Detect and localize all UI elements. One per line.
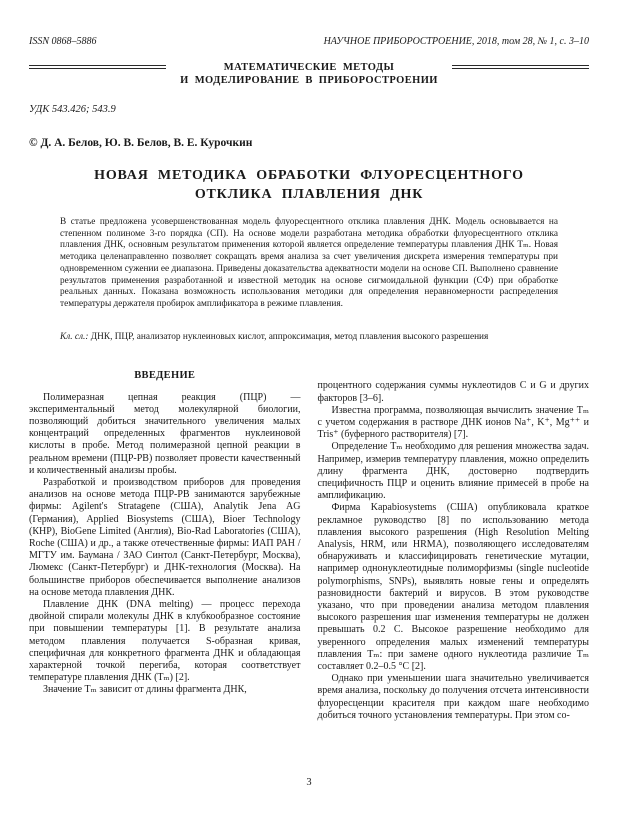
paragraph: процентного содержания суммы нуклеотидов C и G и других факторов [3–6]. [317,380,589,404]
abstract-text: В статье предложена усовершенствованная модель флуоресцентного отклика плавления ДНК. Модель основывается на степенном полиноме 3-го порядка (СП). На основе модели разработана методика обработки флуоресцентного отклика плавления ДНК, основным результатом применения которой является определение температуры плавления ДНК Tₘ. Новая методика целенаправленно позволяет сокращать время анализа за счет увеличения дискрета измерения температуры при одновременном сужении ее диапазона. Приведены доказательства адекватности модели на основе СП. Выполнено сравнение результатов применения разработанной и известной методик на основе сигмоидальной функции (СФ) при обработке реальных данных. Показана возможность использования методики для определения неравномерности распределения температуры держателя пробирок амплификатора в режиме плавления. [60,217,558,309]
rubric-row [29,61,589,87]
paragraph: Фирма Kapabiosystems (США) опубликовала краткое рекламное руководство [8] по использованию метода плавления высокого разрешения (High Resolution Melting Analysis, HRM, или HRMA), позволяющего исследователям обнаруживать и классифицировать генетические мутации, например однонуклеотидные полиморфизмы (single nucleotide polymorphisms, SNPs), выявлять новые гены и определять разновидности бактерий и вирусов. В этом руководстве указано, что при проведении анализа методом плавления высокого разрешения шаг изменения температуры не должен превышать 0.2 C. Высокое разрешение необходимо для уверенного определения малых изменений температуры плавления Tₘ: при замене одного нуклеотида различие Tₘ составляет 0.2–0.5 °C [2]. [317,502,589,672]
paragraph: Значение Tₘ зависит от длины фрагмента ДНК, [43,684,247,696]
paragraph: Плавление ДНК (DNA melting) — процесс перехода двойной спирали молекулы ДНК в клубкообразное состояние при повышении температуры [1]. В результате анализа методом плавления получается S-образная кривая, специфичная для конкретного фрагмента ДНК и обладающая характерной точкой перегиба, которая соответствует температуре плавления ДНК (Tₘ) [2]. [29,598,301,684]
journal-header [29,36,589,47]
udc-code: УДК 543.426; 543.9 [29,104,116,115]
left-column [29,370,301,722]
paragraph: Полимеразная цепная реакция (ПЦР) — экспериментальный метод молекулярной биологии, позволяющий добиться значительного увеличения малых концентраций определенных фрагментов нуклеиновой кислоты в пробе. Метод полимеразной цепной реакции в реальном времени (ПЦР-РВ) позволяет провести качественный и количественный анализы пробы. [29,391,301,476]
issn-label: ISSN 0868–5886 [29,36,97,47]
keywords-label: Кл. сл.: [60,331,89,342]
body-columns [29,370,589,722]
keywords-line [60,332,558,344]
authors-line: © Д. А. Белов, Ю. В. Белов, В. Е. Курочкин [29,137,253,149]
journal-reference: НАУЧНОЕ ПРИБОРОСТРОЕНИЕ, 2018, том 28, № 1, c. 3–10 [323,36,589,47]
keywords-text: ДНК, ПЦР, анализатор нуклеиновых кислот, аппроксимация, метод плавления высокого разрешения [88,331,489,342]
article-title-line-2: ОТКЛИКА ПЛАВЛЕНИЯ ДНК [194,187,424,202]
rubric-line-1: МАТЕМАТИЧЕСКИЕ МЕТОДЫ [223,62,395,73]
rubric-heading [180,61,438,87]
paragraph: Определение Tₘ необходимо для решения множества задач. Например, измерив температуру плавления, можно определить длину фрагмента ДНК, достоверно подтвердить специфичность ПЦР и оценить влияние примесей в пробе на амплификацию. [317,441,589,502]
article-title [29,166,589,204]
header-rule-right [452,65,589,69]
header-rule-left [29,65,166,69]
article-title-line-1: НОВАЯ МЕТОДИКА ОБРАБОТКИ ФЛУОРЕСЦЕНТНОГО [94,168,524,183]
rubric-line-2: И МОДЕЛИРОВАНИЕ В ПРИБОРОСТРОЕНИИ [180,75,438,86]
paragraph: Однако при уменьшении шага значительно увеличивается время анализа, поскольку до получения отсчета интенсивности флуоресценции красителя при каждом шаге необходимо добиться точного установления температуры. При этом со- [317,673,589,721]
page-number: 3 [306,777,312,788]
paragraph: Разработкой и производством приборов для проведения анализов на основе метода ПЦР-РВ занимаются зарубежные фирмы: Agilent's Stratagene (США), Analytik Jena AG (Германия), Applied Biosystems (США), Bioer Technology (КНР), BioGene Limited (Англия), Bio-Rad Laboratories (США), Roche (США) и др., а также отечественные фирмы: ИАП РАН / МГТУ им. Баумана / ЗАО Синтол (Санкт-Петербург, Москва), Люмекс (Санкт-Петербург) и ДНК-технология (Москва). На большинстве приборов обеспечивается выполнение анализов на основе метода плавления ДНК. [29,476,301,598]
paragraph: Известна программа, позволяющая вычислить значение Tₘ с учетом содержания в растворе ДНК ионов Na⁺, K⁺, Mg⁺⁺ и Tris⁺ (буферного растворителя) [7]. [317,404,589,441]
section-heading-introduction: ВВЕДЕНИЕ [134,370,196,382]
right-column [318,370,590,722]
